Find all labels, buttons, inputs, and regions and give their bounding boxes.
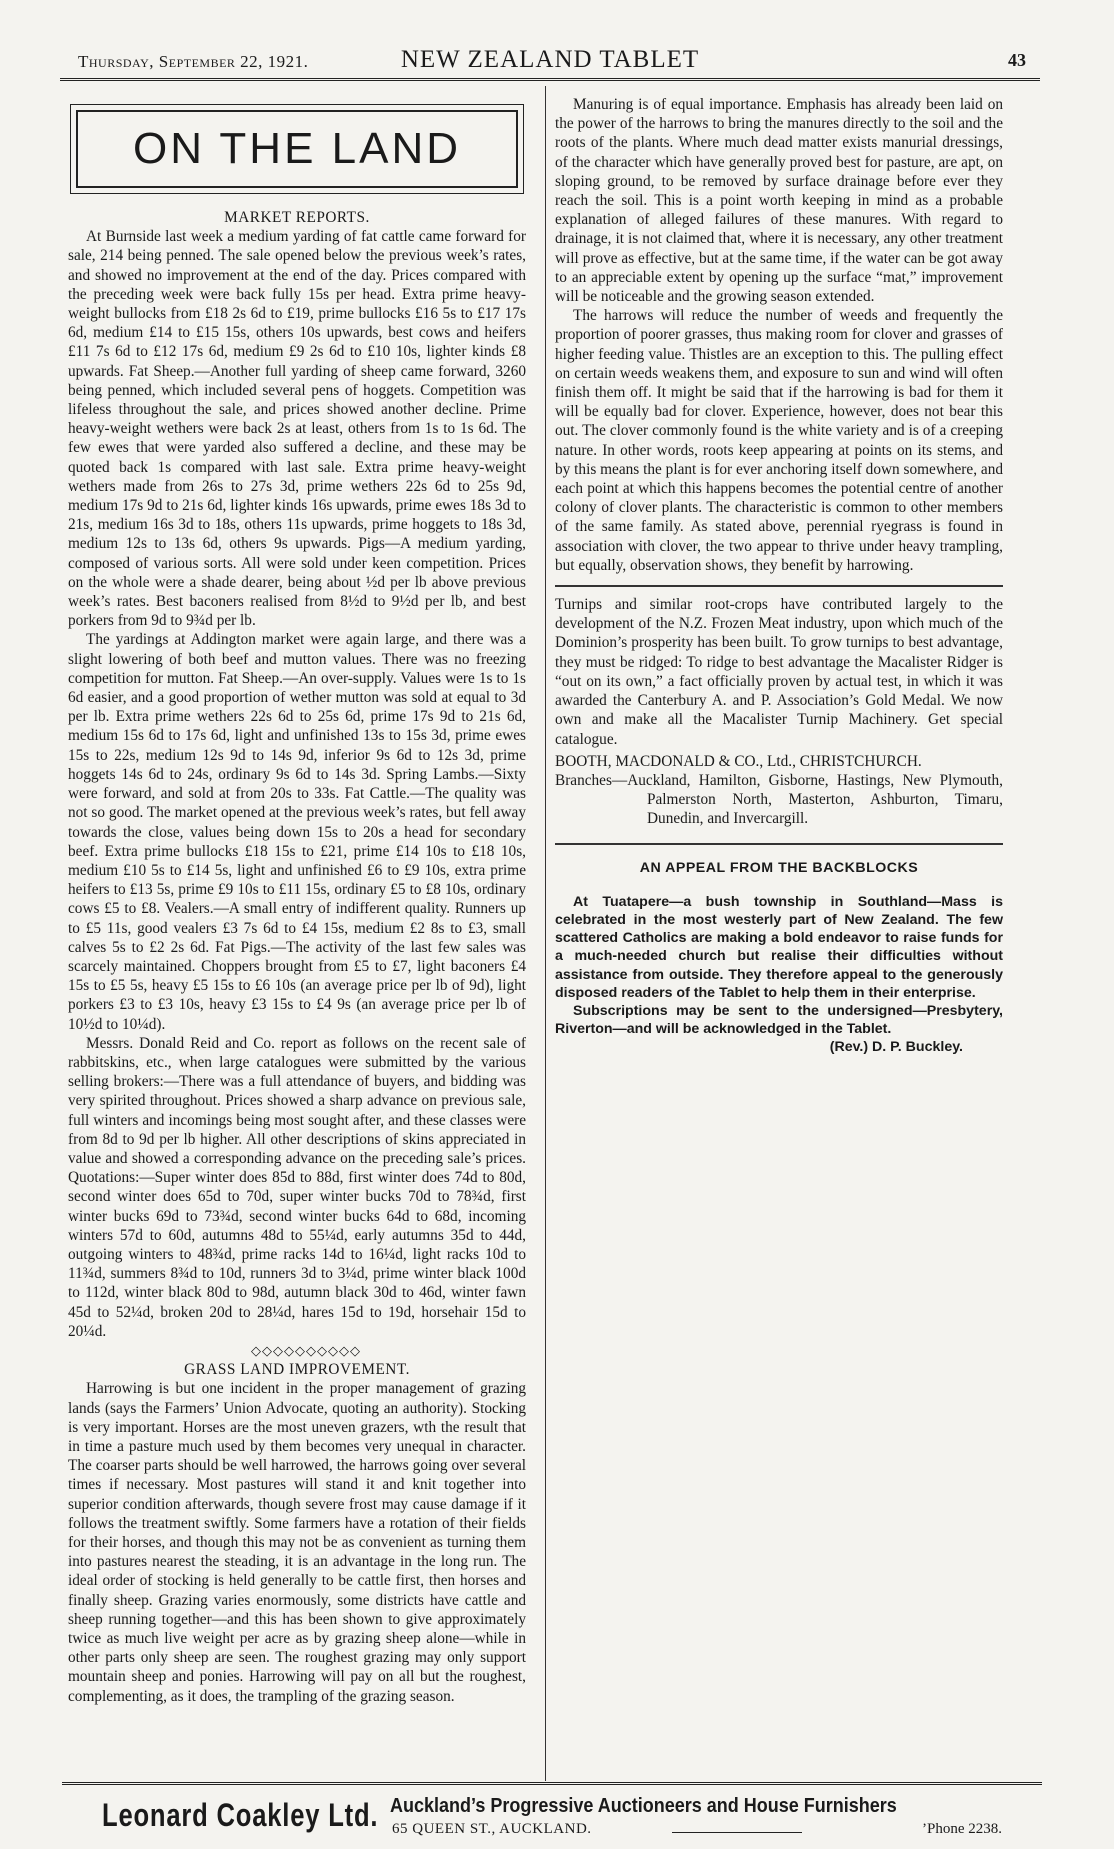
market-paragraph-addington: The yardings at Addington market were again large, and there was a slight lowering of both beef and mutton values. There was no freezing competition for mutton. Fat Sheep.—An over-supply. Values were 1s to 1s 6d easier, and a good proportion of wether mutton was sold at equal to 3d per lb. Extra prime wethers 22s 6d to 25s 6d, prime 17s 9d to 21s 6d, medium 15s 6d to 17s 6d, light and unfinished 13s to 15s 3d, prime ewes 15s to 22s, medium 12s 9d to 14s 9d, inferior 9s 6d to 12s 3d, prime hoggets 14s 6d to 24s, ordinary 9s 6d to 14s 3d. Spring Lambs.—Sixty were forward, and sold at from 20s to 33s. Fat Cattle.—The quality was not so good. The market opened at the previous week’s rates, but fell away towards the close, values being down 15s to 20s a head for secondary beef. Extra prime bullocks £18 15s to £21, prime £14 10s to £18 10s, medium £10 5s to £14 5s, light and unfinished £6 to £9 10s, extra prime heifers to £13 5s, prime £9 10s to £11 15s, ordinary £5 to £8 10s, ordinary cows £5 to £8. Vealers.—A small entry of indifferent quality. Runners up to £5 11s, good vealers £3 7s 6d to £4 15s, medium £2 8s to £3, small calves 5s to £2 2s 6d. Fat Pigs.—The activity of the last few sales was scarcely maintained. Choppers brought from £5 to £7, light baconers £4 15s to £5 5s, heavy £5 15s to £6 10s (an average price per lb of 9d), light porkers £3 to £3 10s, heavy £3 15s to £4 9s (an average price per lb of 10½d to 10¼d). <box>68 631 526 1033</box>
masthead <box>60 46 1040 81</box>
column-divider <box>545 86 546 1781</box>
grassland-paragraph-manuring: Manuring is of equal importance. Emphasis has already been laid on the power of the harrows to bring the manures directly to the soil and the roots of the plants. Where much dead matter exists manurial dressings, of the character which have generally proved best for pasture, are apt, on sloping ground, to be removed by surface drainage before ever they reach the soil. This is a point worth keeping in mind as a probable explanation of alleged failures of these manures. With regard to drainage, it is not claimed that, where it is necessary, any other treatment will prove as effective, but at the same time, if the water can be got away to an appreciable extent by opening up the surface “mat,” improvement will be noticeable and the growing season extended. <box>555 96 1003 306</box>
appeal-title: AN APPEAL FROM THE BACKBLOCKS <box>639 859 919 876</box>
appeal-notice <box>555 843 1003 1057</box>
appeal-signature: (Rev.) D. P. Buckley. <box>829 1039 963 1056</box>
footer-advert <box>62 1782 1042 1845</box>
footer-company-name: Leonard Coakley Ltd. <box>102 1797 379 1833</box>
left-column <box>68 208 526 1706</box>
issue-date: Thursday, September 22, 1921. <box>78 52 309 71</box>
page-number: 43 <box>1008 50 1026 70</box>
market-paragraph-burnside: At Burnside last week a medium yarding of fat cattle came forward for sale, 214 being penned. The sale opened below the previous week’s rates, and showed no improvement at the end of the day. Prices compared with the preceding week were back fully 15s per head. Extra prime heavy-weight bullocks from £18 2s 6d to £19, prime bullocks £16 5s to £17 17s 6d, medium £14 to £15 15s, others 10s upwards, best cows and heifers £11 7s 6d to £12 17s 6d, medium £9 2s 6d to £10 10s, lighter kinds £8 upwards. Fat Sheep.—Another full yarding of sheep came forward, 3260 being penned, which included several pens of hoggets. Competition was lifeless throughout the sale, and prices showed another decline. Prime heavy-weight wethers were back 2s at least, others from 1s to 1s 6d. The few ewes that were yarded also suffered a decline, and these may be quoted back 1s compared with last sale. Extra prime heavy-weight wethers made from 26s to 27s 3d, prime wethers 22s 6d to 25s 9d, medium 17s 9d to 21s 6d, lighter kinds 16s upwards, prime ewes 18s 3d to 21s, medium 16s 3d to 18s, others 11s upwards, prime hoggets to 18s 3d, medium 12s to 13s 6d, others 9s upwards. Pigs—A medium yarding, composed of various sorts. All were sold under keen competition. Prices on the whole were a shade dearer, being about ½d per lb above previous week’s rates. Best baconers realised from 8½d to 9½d per lb, and best porkers from 9d to 9¾d per lb. <box>68 228 526 630</box>
grassland-paragraph-weeds: The harrows will reduce the number of weeds and frequently the proportion of poorer grasses, thus making room for clover and grasses of higher feeding value. Thistles are an exception to this. The pulling effect on certain weeds weakens them, and exposure to sun and wind will often finish them off. It might be said that if the harrowing is bad for them it will be equally bad for clover. Experience, however, does not bear this out. The clover commonly found is the white variety and is of a creeping nature. In other words, roots keep appearing at points on its stems, and by this means the plant is for ever anchoring itself down somewhere, and each point at which this happens becomes the potential centre of another colony of clover plants. The characteristic is common to other members of the same family. As stated above, perennial ryegrass is found in association with clover, the two appear to thrive under heavy trampling, but equally, observation shows, they benefit by harrowing. <box>555 307 1003 574</box>
footer-address: 65 QUEEN ST., AUCKLAND. <box>392 1821 592 1837</box>
grassland-paragraph-harrowing: Harrowing is but one incident in the proper management of grazing lands (says the Farmers’ Union Advocate, quoting an authority). Stocking is very important. Horses are the most uneven grazers, wth the result that in time a pasture much used by them becomes very unequal in character. The coarser parts should be well harrowed, the harrows going over several times if necessary. Most pastures will stand it and knit together into superior condition afterwards, though severe frost may cause damage if it follows the treatment swiftly. Some farmers have a rotation of their fields for their horses, and though this may not be as convenient as turning them into pastures nearest the steading, it is an advantage in the long run. The ideal order of stocking is held generally to be cattle first, then horses and finally sheep. Grazing varies enormously, some districts have cattle and sheep running together—and this has been shown to give approximately twice as much live weight per acre as by grazing sheep alone—while in other parts only sheep are seen. The roughest grazing may only support mountain sheep and ponies. Harrowing will pay on all but the roughest, complementing, as it does, the trampling of the grazing season. <box>68 1380 526 1705</box>
grassland-title: GRASS LAND IMPROVEMENT. <box>184 1361 410 1379</box>
footer-leader-line <box>672 1832 802 1833</box>
section-heading: ON THE LAND <box>76 110 518 188</box>
newspaper-title: NEW ZEALAND TABLET <box>400 46 700 73</box>
market-paragraph-rabbitskins: Messrs. Donald Reid and Co. report as follows on the recent sale of rabbitskins, etc., when large catalogues were submitted by the various selling brokers:—There was a full attendance of buyers, and bidding was very spirited throughout. Prices showed a sharp advance on previous sale, full winters and incomings being most sought after, and these classes were from 8d to 9d per lb higher. All other descriptions of skins appreciated in value and showed a corresponding advance on the preceding sale’s prices. Quotations:—Super winter does 85d to 88d, first winter does 74d to 80d, second winter does 65d to 70d, super winter bucks 70d to 78¾d, first winter bucks 69d to 73¾d, second winter bucks 64d to 68d, incoming winters 57d to 60d, autumns 48d to 55¼d, early autumns 35d to 44d, outgoing winters to 48¾d, prime racks 14d to 16¼d, light racks 10d to 11¾d, summers 8¾d to 10d, runners 3d to 3¼d, prime winter black 100d to 112d, winter black 80d to 98d, autumn black 30d to 46d, winter fawn 45d to 52¼d, broken 20d to 28¼d, hares 15d to 19d, horsehair 15d to 20¼d. <box>68 1034 526 1340</box>
turnip-machinery-advert <box>555 595 1003 828</box>
appeal-subscriptions: Subscriptions may be sent to the undersigned—Presbytery, Riverton—and will be acknowledged in the Tablet. <box>555 1002 1003 1038</box>
footer-phone: ’Phone 2238. <box>922 1821 1002 1837</box>
section-ornament: ◇◇◇◇◇◇◇◇◇◇ <box>251 1342 361 1358</box>
footer-tagline: Auckland’s Progressive Auctioneers and House Furnishers <box>390 1795 897 1817</box>
right-column <box>555 95 1003 1057</box>
appeal-paragraph: At Tuatapere—a bush township in Southland—Mass is celebrated in the most westerly part of New Zealand. The few scattered Catholics are making a bold endeavor to raise funds for a much-needed church but realise their difficulties without assistance from outside. They therefore appeal to the generously disposed readers of the Tablet to help them in their enterprise. <box>555 893 1003 1001</box>
advert-firm: BOOTH, MACDONALD & CO., Ltd., CHRISTCHURCH. <box>555 752 922 770</box>
advert-body: Turnips and similar root-crops have contributed largely to the development of the N.Z. Frozen Meat industry, upon which much of the Dominion’s prosperity has been built. To grow turnips to best advantage, they must be ridged: To ridge to best advantage the Macalister Ridger is “out on its own,” a fact officially proven by actual test, in which it was awarded the Canterbury A. and P. Association’s Gold Medal. We now own and make all the Macalister Turnip Machinery. Get special catalogue. <box>555 596 1003 748</box>
section-heading-box <box>70 104 524 194</box>
market-reports-title: MARKET REPORTS. <box>224 209 370 226</box>
advert-branches: Branches—Auckland, Hamilton, Gisborne, Hastings, New Plymouth, Palmerston North, Masterton, Ashburton, Timaru, Dunedin, and Invercargill. <box>555 771 1003 828</box>
advert-divider <box>555 585 1003 587</box>
